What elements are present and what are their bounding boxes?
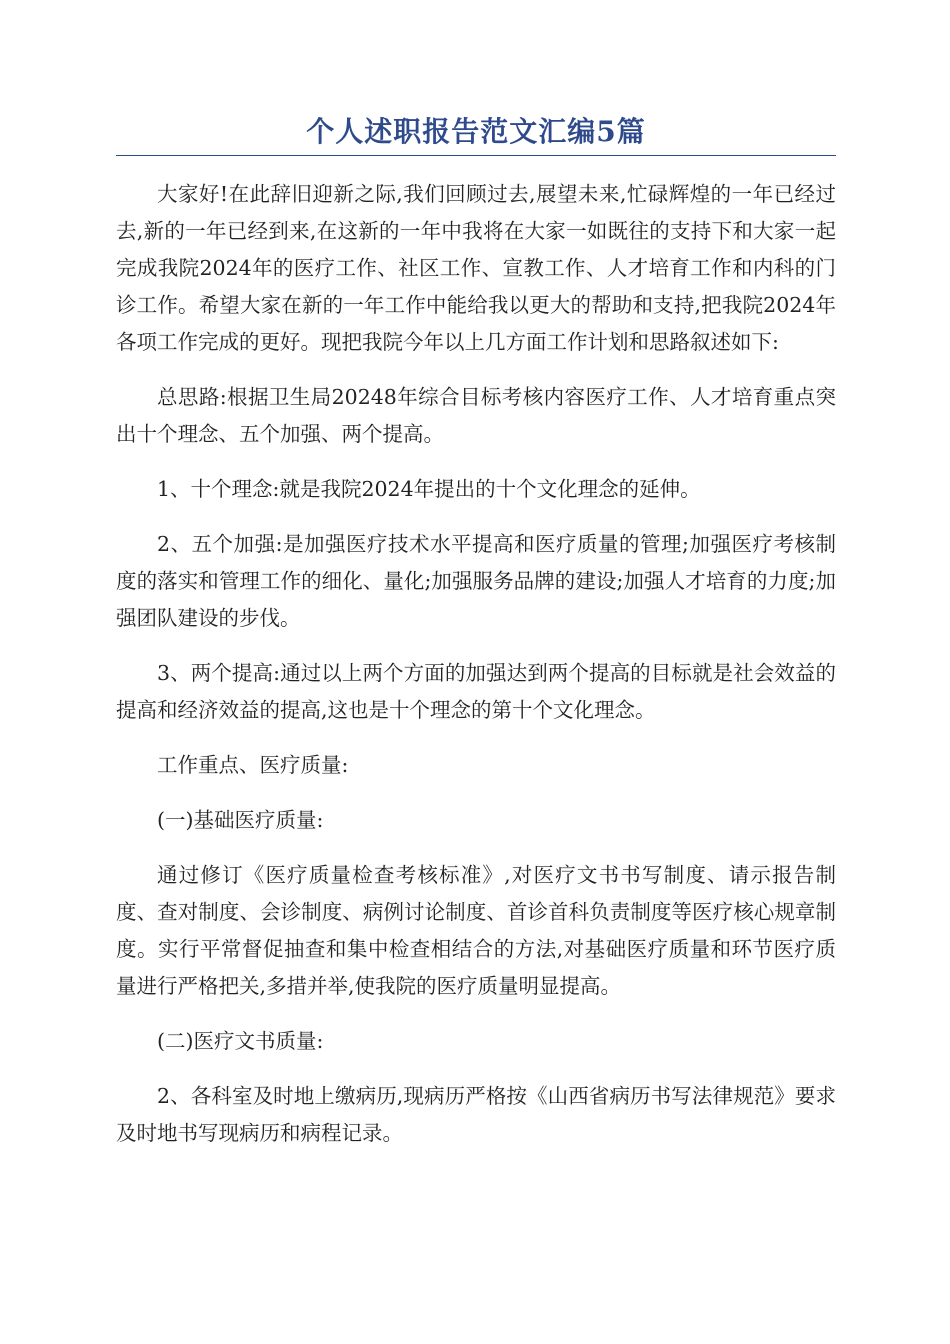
paragraph-general-idea: 总思路:根据卫生局20248年综合目标考核内容医疗工作、人才培育重点突出十个理念、五个加强、两个提高。 [116, 385, 836, 446]
title-underline [116, 155, 836, 156]
heading-document-quality: (二)医疗文书质量: [157, 1029, 324, 1053]
paragraph-two-improvements: 3、两个提高:通过以上两个方面的加强达到两个提高的目标就是社会效益的提高和经济效益的提高,这也是十个理念的第十个文化理念。 [116, 661, 836, 722]
document-body [116, 176, 836, 1152]
paragraph-five-strengthens: 2、五个加强:是加强医疗技术水平提高和医疗质量的管理;加强医疗考核制度的落实和管理工作的细化、量化;加强服务品牌的建设;加强人才培育的力度;加强团队建设的步伐。 [116, 532, 836, 630]
document-title: 个人述职报告范文汇编5篇 [306, 115, 646, 148]
paragraph-ten-concepts: 1、十个理念:就是我院2024年提出的十个文化理念的延伸。 [157, 477, 701, 501]
paragraph-document-quality: 2、各科室及时地上缴病历,现病历严格按《山西省病历书写法律规范》要求及时地书写现病历和病程记录。 [116, 1084, 836, 1145]
heading-work-focus: 工作重点、医疗质量: [157, 753, 349, 777]
paragraph-basic-quality: 通过修订《医疗质量检查考核标准》,对医疗文书书写制度、请示报告制度、查对制度、会诊制度、病例讨论制度、首诊首科负责制度等医疗核心规章制度。实行平常督促抽查和集中检查相结合的方法,对基础医疗质量和环节医疗质量进行严格把关,多措并举,使我院的医疗质量明显提高。 [116, 863, 836, 998]
document-page [116, 0, 836, 1170]
heading-basic-quality: (一)基础医疗质量: [157, 808, 324, 832]
paragraph-intro: 大家好!在此辞旧迎新之际,我们回顾过去,展望未来,忙碌辉煌的一年已经过去,新的一年已经到来,在这新的一年中我将在大家一如既往的支持下和大家一起完成我院2024年的医疗工作、社区工作、宣教工作、人才培育工作和内科的门诊工作。希望大家在新的一年工作中能给我以更大的帮助和支持,把我院2024年各项工作完成的更好。现把我院今年以上几方面工作计划和思路叙述如下: [116, 182, 836, 354]
